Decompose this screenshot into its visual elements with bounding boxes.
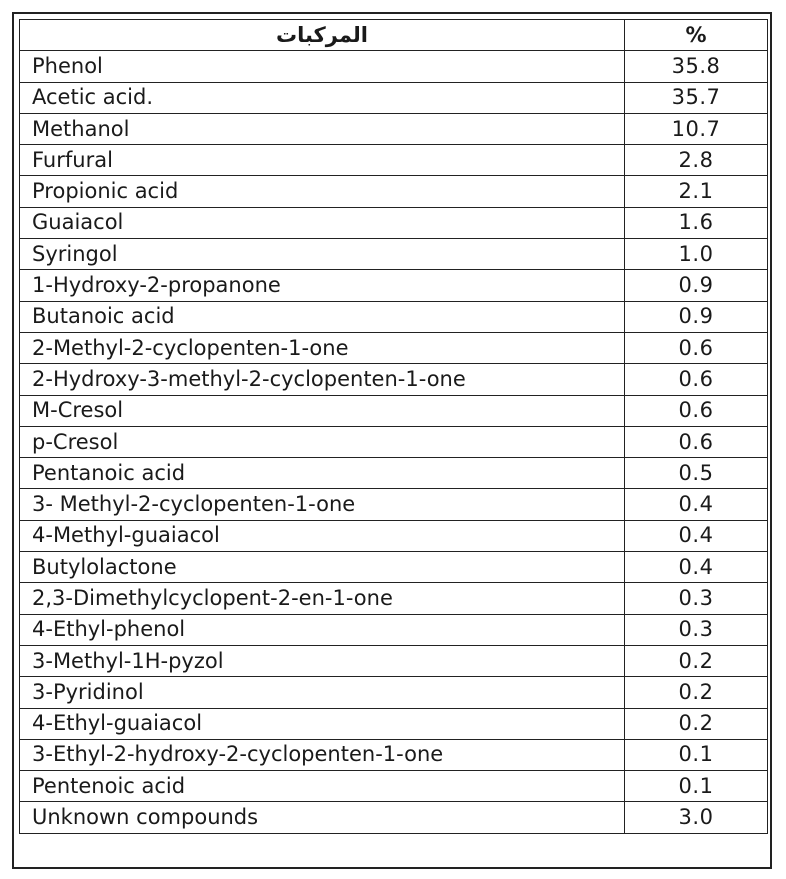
percent-value-cell: 0.5 [625,458,768,489]
percent-value-cell: 35.8 [625,51,768,82]
percent-value-cell: 0.4 [625,552,768,583]
compound-name-cell: 3-Pyridinol [20,677,625,708]
table-header-row [20,20,768,51]
compound-name-cell: 3-Ethyl-2-hydroxy-2-cyclopenten-1-one [20,739,625,770]
table-row [20,645,768,676]
percent-value-cell: 0.4 [625,520,768,551]
compound-name-cell: 1-Hydroxy-2-propanone [20,270,625,301]
percent-value-cell: 0.6 [625,395,768,426]
table-row [20,802,768,833]
compound-name-cell: Furfural [20,145,625,176]
table-row [20,301,768,332]
compound-name-cell: Pentenoic acid [20,771,625,802]
table-row [20,771,768,802]
table-row [20,458,768,489]
table-row [20,207,768,238]
header-percent: % [625,20,768,51]
table-row [20,552,768,583]
percent-value-cell: 3.0 [625,802,768,833]
compound-name-cell: 4-Ethyl-phenol [20,614,625,645]
table-row [20,270,768,301]
percent-value-cell: 0.1 [625,771,768,802]
compound-name-cell: Syringol [20,239,625,270]
compound-name-cell: Acetic acid. [20,82,625,113]
compound-name-cell: 2-Methyl-2-cyclopenten-1-one [20,332,625,363]
percent-value-cell: 0.6 [625,364,768,395]
percent-value-cell: 0.2 [625,645,768,676]
percent-value-cell: 0.4 [625,489,768,520]
table-row [20,520,768,551]
table-row [20,364,768,395]
table-row [20,677,768,708]
compound-name-cell: p-Cresol [20,426,625,457]
percent-value-cell: 1.6 [625,207,768,238]
table-row [20,614,768,645]
compound-name-cell: Pentanoic acid [20,458,625,489]
percent-value-cell: 10.7 [625,113,768,144]
header-compounds: المركبات [20,20,625,51]
percent-value-cell: 0.3 [625,614,768,645]
percent-value-cell: 35.7 [625,82,768,113]
compound-name-cell: 3-Methyl-1H-pyzol [20,645,625,676]
table-row [20,332,768,363]
table-row [20,176,768,207]
percent-value-cell: 0.9 [625,270,768,301]
compounds-table [19,19,768,834]
table-row [20,426,768,457]
compound-name-cell: 2,3-Dimethylcyclopent-2-en-1-one [20,583,625,614]
percent-value-cell: 0.6 [625,426,768,457]
table-row [20,583,768,614]
percent-value-cell: 2.8 [625,145,768,176]
compound-name-cell: Butanoic acid [20,301,625,332]
table-row [20,489,768,520]
table-row [20,113,768,144]
table-row [20,239,768,270]
compound-name-cell: Propionic acid [20,176,625,207]
compound-name-cell: Guaiacol [20,207,625,238]
compound-name-cell: 2-Hydroxy-3-methyl-2-cyclopenten-1-one [20,364,625,395]
compound-name-cell: Butylolactone [20,552,625,583]
compound-name-cell: 4-Ethyl-guaiacol [20,708,625,739]
percent-value-cell: 0.9 [625,301,768,332]
compound-name-cell: Unknown compounds [20,802,625,833]
table-row [20,395,768,426]
table-row [20,51,768,82]
percent-value-cell: 0.1 [625,739,768,770]
compound-name-cell: Methanol [20,113,625,144]
compound-name-cell: Phenol [20,51,625,82]
percent-value-cell: 0.2 [625,708,768,739]
compound-name-cell: 3- Methyl-2-cyclopenten-1-one [20,489,625,520]
table-row [20,739,768,770]
percent-value-cell: 0.3 [625,583,768,614]
table-row [20,82,768,113]
table-row [20,708,768,739]
percent-value-cell: 1.0 [625,239,768,270]
percent-value-cell: 0.2 [625,677,768,708]
percent-value-cell: 2.1 [625,176,768,207]
percent-value-cell: 0.6 [625,332,768,363]
table-row [20,145,768,176]
compound-name-cell: 4-Methyl-guaiacol [20,520,625,551]
compound-name-cell: M-Cresol [20,395,625,426]
